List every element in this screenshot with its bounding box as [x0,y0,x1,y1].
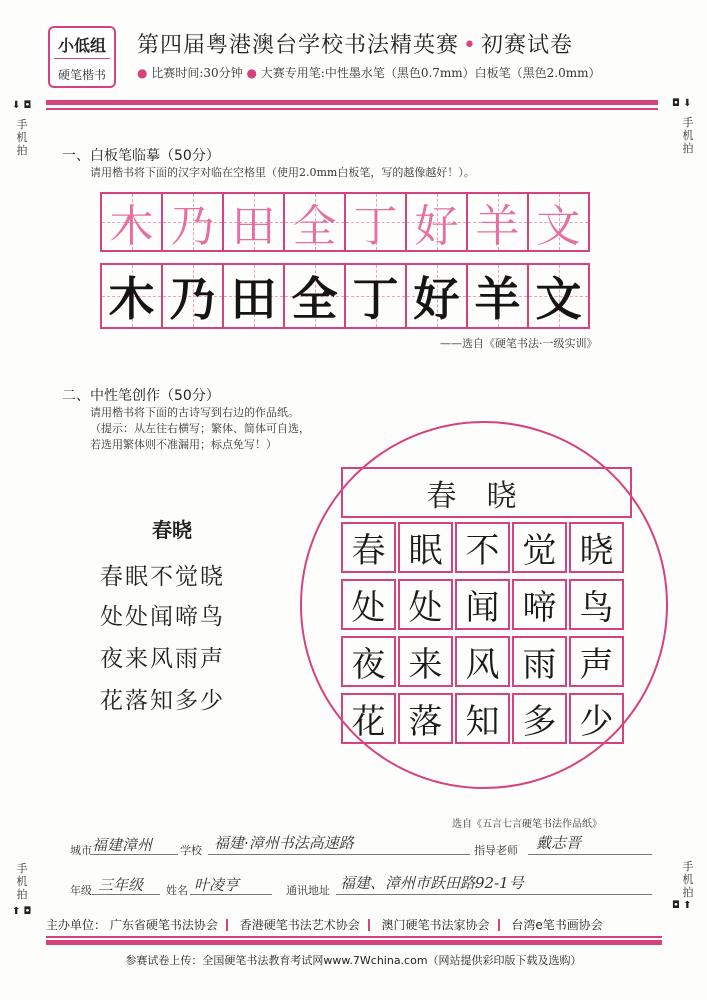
camera-icon: ⬆ ◘ [12,906,32,917]
work-cell[interactable]: 知 [455,693,510,744]
sponsor-divider [226,919,228,931]
work-cell[interactable]: 雨 [512,636,567,687]
copy-cell[interactable]: 乃 [163,265,224,327]
copy-cell[interactable]: 羊 [468,265,529,327]
work-cell[interactable]: 来 [398,636,453,687]
header-band [46,100,658,105]
name-value[interactable]: 叶凌亨 [194,876,240,894]
teacher-underline [528,854,652,855]
title-dot: • [463,33,477,58]
work-cell[interactable]: 声 [569,636,624,687]
work-cell[interactable]: 啼 [512,579,567,630]
work-grid [341,522,624,744]
copy-grid [100,263,590,329]
camera-icon: ⬇ ◘ [12,100,32,111]
teacher-value[interactable]: 戴志晋 [536,834,582,852]
sponsor-divider [368,919,370,931]
model-cell: 丁 [346,194,407,250]
work-cell[interactable]: 花 [341,693,396,744]
name-label: 姓名 [166,884,188,897]
model-cell: 全 [285,194,346,250]
work-title: 春晓 [426,478,547,514]
footer-text[interactable]: 参赛试卷上传：全国硬笔书法教育考试网www.7Wchina.com（网站提供彩印版下载及选购） [125,954,582,967]
grade-label: 年级 [70,884,92,897]
model-cell: 木 [102,194,163,250]
work-cell[interactable]: 落 [398,693,453,744]
work-cell[interactable]: 觉 [512,522,567,573]
badge-divider [54,58,110,59]
model-cell: 羊 [468,194,529,250]
copy-cell[interactable]: 木 [102,265,163,327]
model-grid [100,192,590,252]
group-badge [48,26,116,88]
sponsor-item: 澳门硬笔书法家协会 [381,918,490,932]
photo-label-left-bottom: 手机拍 [16,862,28,901]
copy-cell[interactable]: 全 [285,265,346,327]
sponsor-divider [498,919,500,931]
photo-label-left-top: 手机拍 [16,118,28,157]
poem-line: 花落知多少 [100,688,225,714]
model-cell: 好 [407,194,468,250]
bullet-icon: ● [137,66,148,80]
footer-band [46,940,662,945]
section1-heading: 一、白板笔临摹（50分） [62,148,220,164]
school-underline [208,854,470,855]
category-label: 硬笔楷书 [57,68,106,82]
work-cell[interactable]: 闻 [455,579,510,630]
section1-instruction: 请用楷书将下面的汉字对临在空格里（使用2.0mm白板笔，写的越像越好！）。 [90,166,475,179]
section2-heading: 二、中性笔创作（50分） [62,388,220,404]
address-value[interactable]: 福建、漳州市跃田路92-1号 [340,874,524,892]
footer-band-thin [46,936,662,938]
header-band-thin [46,108,658,110]
model-cell: 田 [224,194,285,250]
bullet-icon: ● [246,66,257,80]
photo-label-right-bottom: 手机拍 [682,860,694,899]
poem-line: 处处闻啼鸟 [100,604,225,630]
work-cell[interactable]: 多 [512,693,567,744]
city-label: 城市 [70,844,92,857]
exam-info [137,64,601,81]
sponsors-label: 主办单位： [46,918,107,932]
poem-title: 春晓 [152,518,192,542]
model-cell: 文 [529,194,590,250]
camera-icon: ◘ ⬆ [672,900,692,911]
teacher-label: 指导老师 [474,844,518,857]
work-cell[interactable]: 处 [398,579,453,630]
group-label: 小低组 [57,36,106,55]
page-title [137,28,573,59]
photo-label-right-top: 手机拍 [682,116,694,155]
section2-source: 选自《五言七言硬笔书法作品纸》 [452,819,602,830]
copy-cell[interactable]: 田 [224,265,285,327]
name-underline [190,894,272,895]
work-cell[interactable]: 少 [569,693,624,744]
work-cell[interactable]: 处 [341,579,396,630]
sponsor-item: 台湾e笔书画协会 [511,918,603,932]
pen-info: 大赛专用笔:中性墨水笔（黑色0.7mm）白板笔（黑色2.0mm） [260,66,601,80]
time-info: 比赛时间:30分钟 [151,66,243,80]
work-cell[interactable]: 夜 [341,636,396,687]
section2-instruction: 请用楷书将下面的古诗写到右边的作品纸。 （提示：从左往右横写；繁体、简体可自选， 若选用繁体则不准漏用；标点免写！） [90,406,310,451]
work-cell[interactable]: 不 [455,522,510,573]
poem-line: 春眠不觉晓 [100,564,225,590]
copy-cell[interactable]: 文 [529,265,590,327]
work-cell[interactable]: 眠 [398,522,453,573]
city-value[interactable]: 福建漳州 [92,836,153,854]
copy-cell[interactable]: 好 [407,265,468,327]
sponsor-item: 广东省硬笔书法协会 [109,918,218,932]
school-label: 学校 [180,844,202,857]
title-main: 第四届粤港澳台学校书法精英赛 [137,33,460,58]
section1-source: ——选自《硬笔书法·一级实训》 [440,337,598,350]
copy-cell[interactable]: 丁 [346,265,407,327]
address-underline [336,894,652,895]
school-value[interactable]: 福建·漳州书法高速路 [214,834,354,852]
poem-line: 夜来风雨声 [100,646,225,672]
sponsors [46,916,662,933]
work-cell[interactable]: 晓 [569,522,624,573]
address-label: 通讯地址 [286,884,330,897]
sponsor-item: 香港硬笔书法艺术协会 [239,918,360,932]
grade-underline [92,894,160,895]
model-cell: 乃 [163,194,224,250]
title-exam: 初赛试卷 [481,33,574,58]
work-cell[interactable]: 鸟 [569,579,624,630]
camera-icon: ◘ ⬇ [672,98,692,109]
work-cell[interactable]: 春 [341,522,396,573]
grade-value[interactable]: 三年级 [98,876,144,894]
city-underline [90,854,178,855]
work-title-box[interactable] [341,467,632,518]
work-cell[interactable]: 风 [455,636,510,687]
